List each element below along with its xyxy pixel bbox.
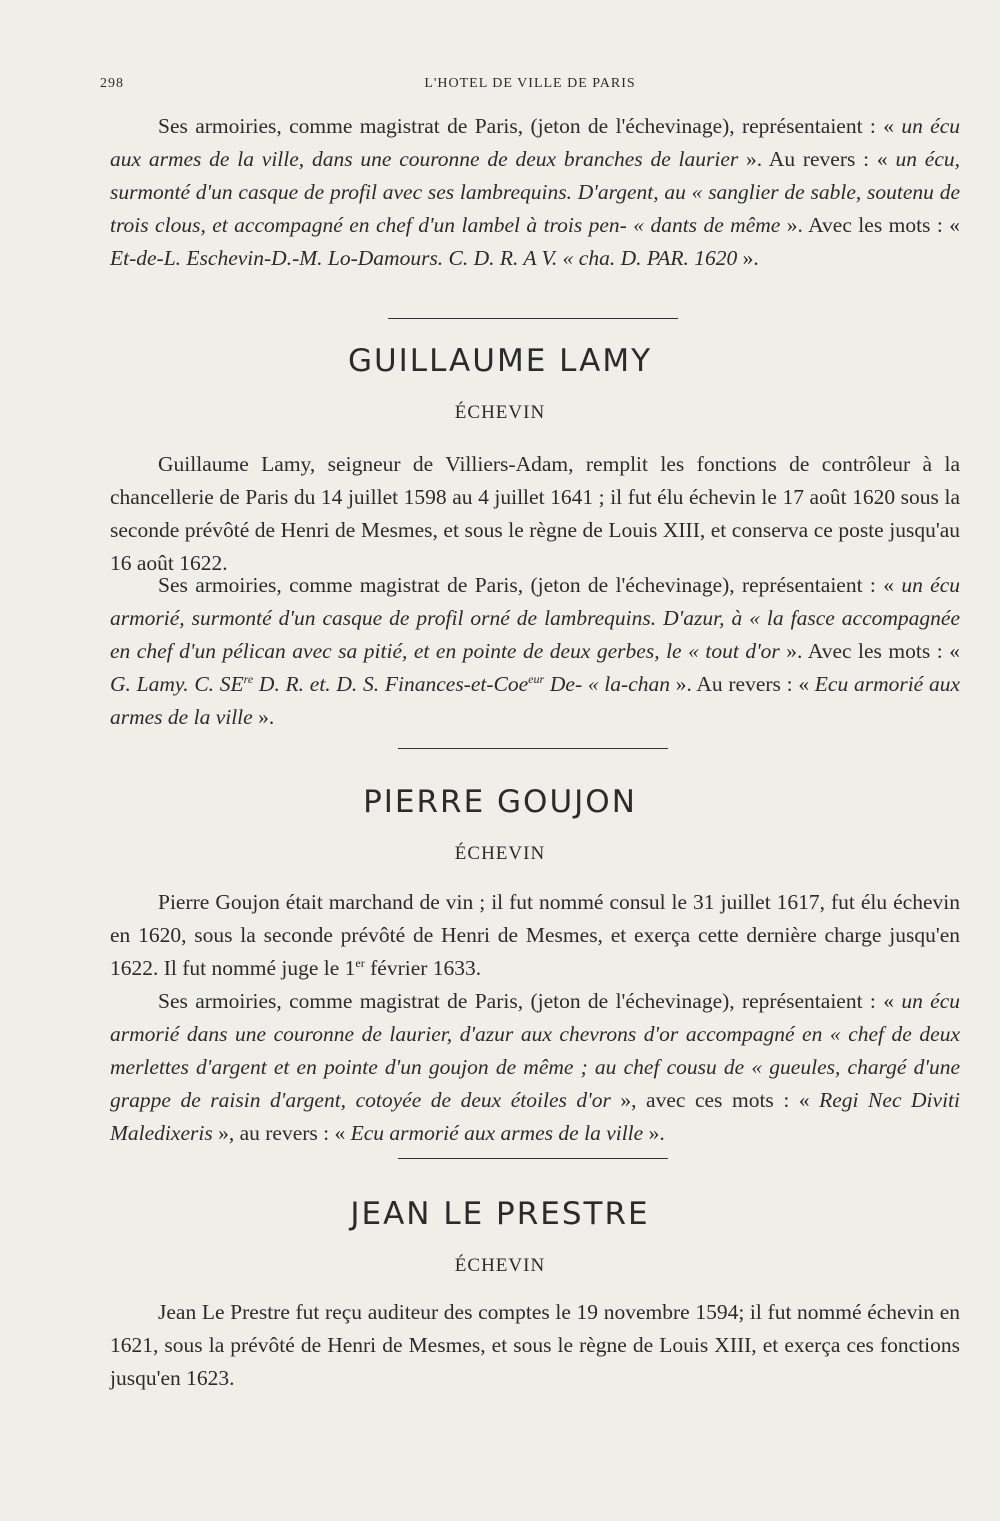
section-heading: GUILLAUME LAMY	[347, 343, 653, 379]
section-subheading: ÉCHEVIN	[454, 402, 546, 423]
intro-paragraph	[110, 110, 960, 275]
arms-italic: un écu armorié, surmonté d'un casque de profil orné de lambrequins. D'azur, à « la fasce accompagnée en chef d'un pélican avec sa pitié, et en pointe de deux gerbes, le « tout d'or	[110, 573, 960, 663]
arms-italic: G. Lamy. C. SE	[110, 672, 244, 696]
arms-paragraph	[110, 985, 960, 1150]
bio-paragraph	[110, 886, 960, 985]
superscript: eur	[528, 671, 545, 686]
bio-paragraph: Jean Le Prestre fut reçu auditeur des comptes le 19 novembre 1594; il fut nommé échevin en 1621, sous la prévôté de Henri de Mesmes, et sous le règne de Louis XIII, et exerça ces fonctions jusqu'en 1623.	[110, 1300, 960, 1390]
arms-italic: De- « la-chan	[544, 672, 670, 696]
arms-italic: Ecu armorié aux armes de la ville	[110, 672, 960, 729]
arms-italic: Regi Nec Diviti Maledixeris	[110, 1088, 960, 1145]
intro-text: ». Avec les mots : «	[780, 213, 960, 237]
intro-text: Ses armoiries, comme magistrat de Paris, (jeton de l'échevinage), représentaient : «	[158, 114, 902, 138]
section-heading: JEAN LE PRESTRE	[350, 1196, 650, 1232]
arms-text: ». Avec les mots : «	[779, 639, 960, 663]
section-divider	[398, 748, 668, 749]
intro-italic: un écu aux armes de la ville, dans une couronne de deux branches de laurier	[110, 114, 960, 171]
arms-italic: Ecu armorié aux armes de la ville	[350, 1121, 644, 1145]
arms-text: Ses armoiries, comme magistrat de Paris, (jeton de l'échevinage), représentaient : «	[158, 989, 902, 1013]
arms-text: ».	[643, 1121, 665, 1145]
arms-text: », au revers : «	[212, 1121, 351, 1145]
intro-italic: Et-de-L. Eschevin-D.-M. Lo-Damours. C. D. R. A V. « cha. D. PAR. 1620	[110, 246, 738, 270]
section-divider	[398, 1158, 668, 1159]
intro-italic: un écu, surmonté d'un casque de profil avec ses lambrequins. D'argent, au « sanglier de sable, soutenu de trois clous, et accompagné en chef d'un lambel à trois pen- « dants de même	[110, 147, 960, 237]
arms-italic: un écu armorié dans une couronne de laurier, d'azur aux chevrons d'or accompagné en « chef de deux merlettes d'argent et en pointe d'un goujon de même ; au chef cousu de « gueules, chargé d'une grappe de raisin d'argent, cotoyée de deux étoiles d'or	[110, 989, 960, 1112]
section-subheading: ÉCHEVIN	[454, 1255, 546, 1276]
arms-text: », avec ces mots : «	[610, 1088, 820, 1112]
section-heading: PIERRE GOUJON	[363, 784, 637, 820]
bio-paragraph: Guillaume Lamy, seigneur de Villiers-Adam, remplit les fonctions de contrôleur à la chancellerie de Paris du 14 juillet 1598 au 4 juillet 1641 ; il fut élu échevin le 17 août 1620 sous la seconde prévôté de Henri de Mesmes, et sous le règne de Louis XIII, et conserva ce poste jusqu'au 16 août 1622.	[110, 452, 960, 575]
page-number: 298	[100, 76, 124, 91]
intro-text: ». Au revers : «	[738, 147, 896, 171]
arms-paragraph	[110, 569, 960, 734]
intro-text: ».	[737, 246, 759, 270]
arms-text: Ses armoiries, comme magistrat de Paris, (jeton de l'échevinage), représentaient : «	[158, 573, 902, 597]
arms-italic: D. R. et. D. S. Finances-et-Coe	[253, 672, 529, 696]
section-subheading: ÉCHEVIN	[454, 843, 546, 864]
bio-text: février 1633.	[364, 956, 482, 980]
section-divider	[388, 318, 678, 319]
arms-text: ».	[252, 705, 275, 729]
arms-text: ». Au revers : «	[669, 672, 815, 696]
bio-text: Pierre Goujon était marchand de vin ; il fut nommé consul le 31 juillet 1617, fut élu échevin en 1620, sous la seconde prévôté de Henri de Mesmes, et exerça cette dernière charge jusqu'en 1622. Il fut nommé juge le 1	[110, 890, 960, 980]
running-title: L'HOTEL DE VILLE DE PARIS	[424, 76, 636, 91]
superscript: er	[355, 955, 365, 970]
superscript: re	[243, 671, 254, 686]
